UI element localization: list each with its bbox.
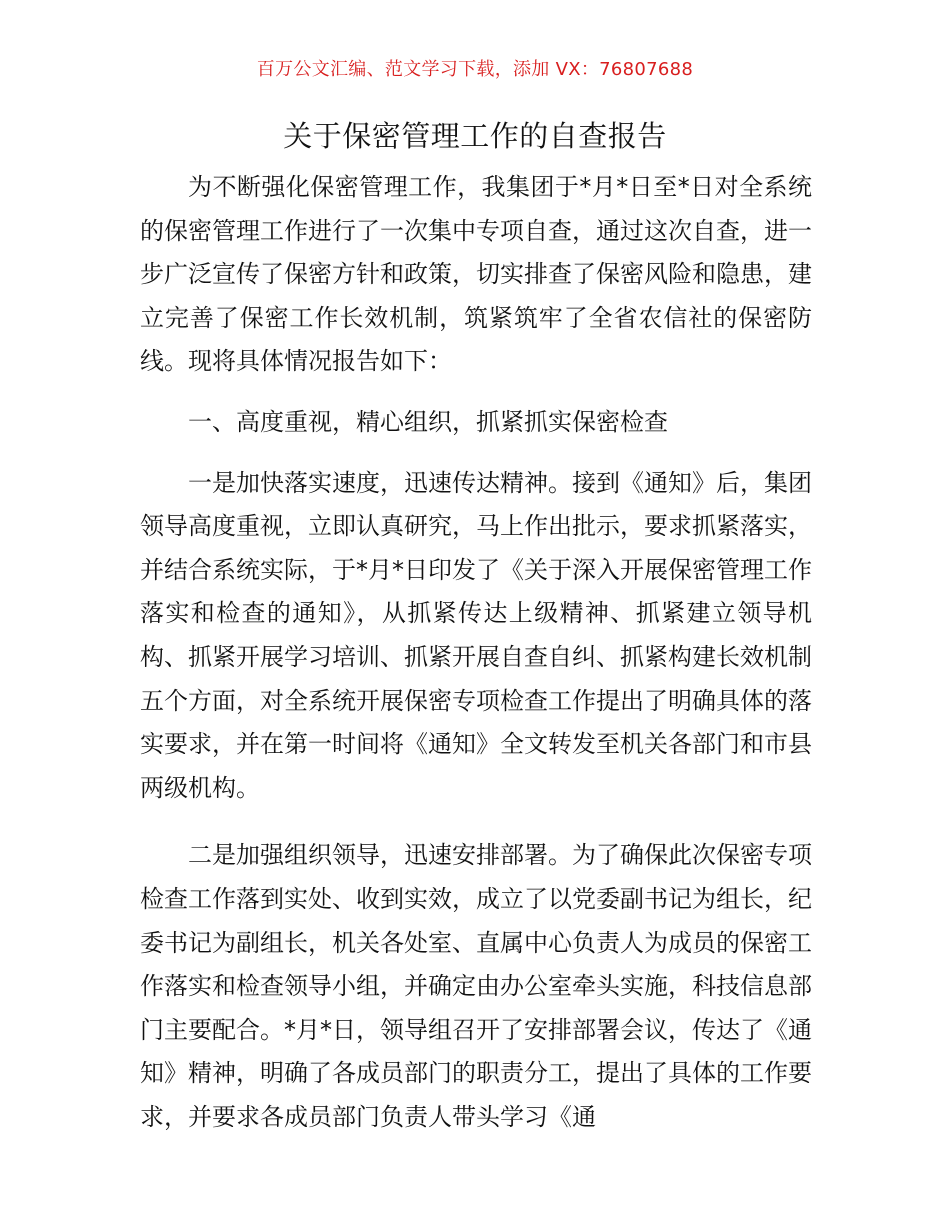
intro-paragraph: 为不断强化保密管理工作，我集团于*月*日至*日对全系统的保密管理工作进行了一次集中专项自查，通过这次自查，进一步广泛宣传了保密方针和政策，切实排查了保密风险和隐患，建立完善了保密工作长效机制，筑紧筑牢了全省农信社的保密防线。现将具体情况报告如下： <box>140 173 812 376</box>
watermark-header: 百万公文汇编、范文学习下载，添加 VX：76807688 <box>256 59 694 80</box>
section-heading: 一、高度重视，精心组织，抓紧抓实保密检查 <box>188 407 668 436</box>
point-two-paragraph: 二是加强组织领导，迅速安排部署。为了确保此次保密专项检查工作落到实处、收到实效，成立了以党委副书记为组长，纪委书记为副组长，机关各处室、直属中心负责人为成员的保密工作落实和检查领导小组，并确定由办公室牵头实施，科技信息部门主要配合。*月*日，领导组召开了安排部署会议，传达了《通知》精神，明确了各成员部门的职责分工，提出了具体的工作要求，并要求各成员部门负责人带头学习《通 <box>140 841 812 1131</box>
document-title: 关于保密管理工作的自查报告 <box>283 119 667 153</box>
document-body <box>140 166 812 1139</box>
point-one-paragraph: 一是加快落实速度，迅速传达精神。接到《通知》后，集团领导高度重视，立即认真研究，马上作出批示，要求抓紧落实，并结合系统实际，于*月*日印发了《关于深入开展保密管理工作落实和检查的通知》，从抓紧传达上级精神、抓紧建立领导机构、抓紧开展学习培训、抓紧开展自查自纠、抓紧构建长效机制五个方面，对全系统开展保密专项检查工作提出了明确具体的落实要求，并在第一时间将《通知》全文转发至机关各部门和市县两级机构。 <box>140 468 812 802</box>
